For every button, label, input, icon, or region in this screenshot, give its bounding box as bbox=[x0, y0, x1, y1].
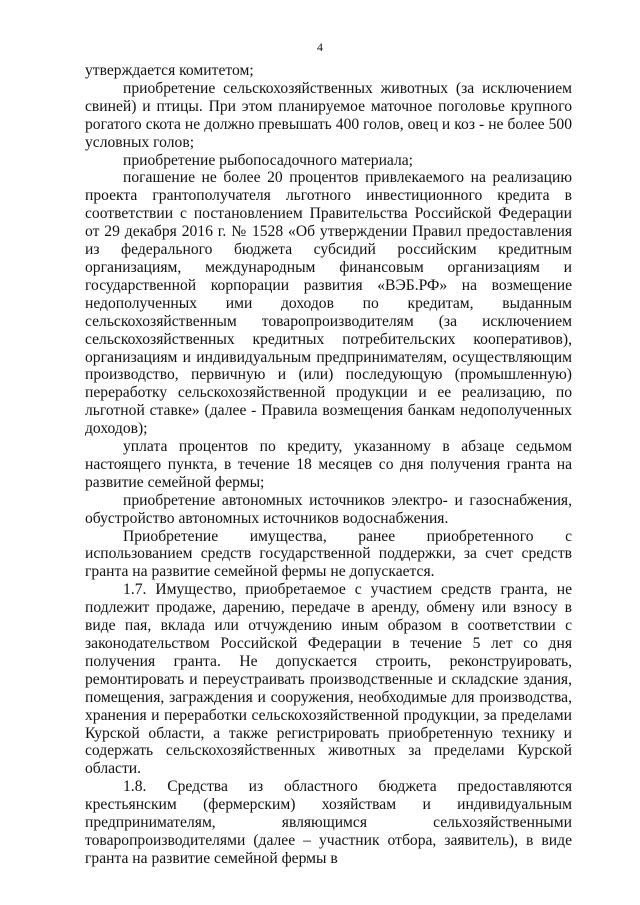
paragraph-autonomous-sources: приобретение автономных источников электро- и газоснабжения, обустройство автономных источников водоснабжения. bbox=[85, 491, 572, 527]
paragraph-interest-payment: уплата процентов по кредиту, указанному в абзаце седьмом настоящего пункта, в течение 18 месяцев со дня получения гранта на развитие семейной фермы; bbox=[85, 438, 572, 491]
paragraph-fish-stock: приобретение рыбопосадочного материала; bbox=[123, 151, 414, 169]
paragraph-property-restriction: Приобретение имущества, ранее приобретенного с использованием средств государственной поддержки, за счет средств гранта на развитие семейной фермы не допускается. bbox=[85, 527, 572, 581]
paragraph-clause-1-7: 1.7. Имущество, приобретаемое с участием средств гранта, не подлежит продаже, дарению, передаче в аренду, обмену или взносу в виде пая, вклада или отчуждению иным образом в соответствии с законодательством Российской Федерации в течение 5 лет со дня получения гранта. Не допускается строить, реконструировать, ремонтировать и переустраивать производственные и складские здания, помещения, заграждения и сооружения, необходимые для производства, хранения и переработки сельскохозяйственной продукции, за пределами Курской области, а также регистрировать приобретенную технику и содержать сельскохозяйственных животных за пределами Курской области. bbox=[85, 581, 572, 778]
document-body bbox=[85, 62, 572, 868]
paragraph-loan-repayment: погашение не более 20 процентов привлекаемого на реализацию проекта грантополучателя льготного инвестиционного кредита в соответствии с постановлением Правительства Российской Федерации от 29 декабря 2016 г. № 1528 «Об утверждении Правил предоставления из федерального бюджета субсидий российским кредитным организациям, международным финансовым организациям и государственной корпорации развития «ВЭБ.РФ» на возмещение недополученных ими доходов по кредитам, выданным сельскохозяйственным товаропроизводителям (за исключением сельскохозяйственных кредитных потребительских кооперативов), организациям и индивидуальным предпринимателям, осуществляющим производство, первичную и (или) последующую (промышленную) переработку сельскохозяйственной продукции и ее реализацию, по льготной ставке» (далее - Правила возмещения банкам недополученных доходов); bbox=[85, 169, 572, 438]
paragraph-clause-1-8: 1.8. Средства из областного бюджета предоставляются крестьянским (фермерским) хозяйствам и индивидуальным предпринимателям, являющимся сельхозяйственными товаропроизводителями (далее – участник отбора, заявитель), в виде гранта на развитие семейной фермы в bbox=[85, 778, 572, 867]
page-number: 4 bbox=[317, 40, 323, 54]
paragraph-continuation: утверждается комитетом; bbox=[85, 62, 254, 79]
paragraph-livestock: приобретение сельскохозяйственных животных (за исключением свиней) и птицы. При этом планируемое маточное поголовье крупного рогатого скота не должно превышать 400 голов, овец и коз - не более 500 условных голов; bbox=[85, 79, 572, 151]
